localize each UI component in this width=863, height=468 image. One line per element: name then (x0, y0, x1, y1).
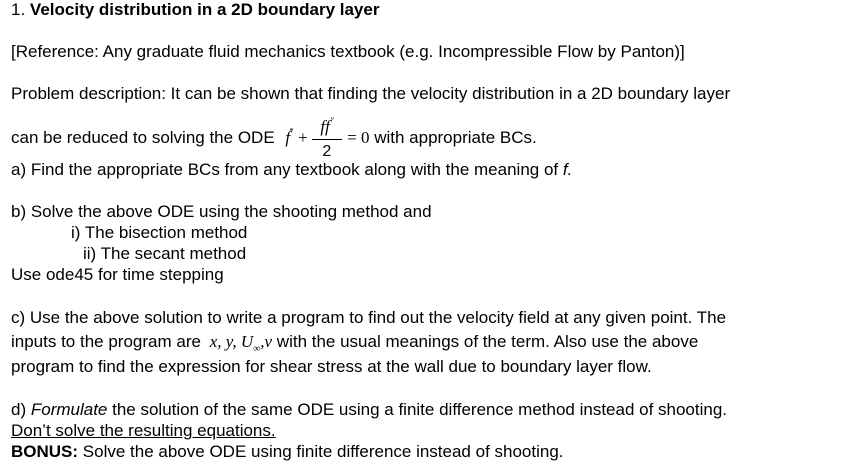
bonus-line (11, 442, 564, 462)
ode-fraction-bar (312, 139, 342, 140)
part-c-line-3: program to find the expression for shear stress at the wall due to boundary layer flow. (11, 357, 652, 376)
part-b-stepping (11, 265, 224, 285)
part-d-label: d) (11, 400, 27, 419)
description-suffix: with appropriate BCs. (374, 128, 537, 147)
part-a (11, 160, 572, 180)
part-c-vars: x, y, U (209, 332, 254, 351)
bonus-text: Solve the above ODE using finite difference instead of shooting. (82, 442, 564, 461)
part-b-text: b) Solve the above ODE using the shooting method and (11, 202, 432, 221)
part-b-method-2: ii) The secant method (83, 244, 247, 263)
part-c-vars-end: ,ν (260, 332, 273, 351)
part-d-note: Don’t solve the resulting equations. (11, 421, 276, 440)
problem-number: 1. (11, 0, 26, 19)
problem-heading (11, 0, 379, 20)
part-b-method-1: i) The bisection method (71, 223, 248, 242)
ode-equals: = 0 (347, 128, 370, 147)
reference-line: [Reference: Any graduate fluid mechanics textbook (e.g. Incompressible Flow by Panton)] (11, 42, 685, 61)
part-d (11, 400, 727, 420)
description-line-2 (11, 115, 537, 160)
ode-fraction (312, 115, 342, 160)
part-d-text: the solution of the same ODE using a finite difference method instead of shooting. (112, 400, 728, 419)
stepping-suffix: for time stepping (97, 265, 224, 284)
bonus-label: BONUS: (11, 442, 79, 461)
stepping-prefix: Use ode (11, 265, 75, 284)
ode-f-prime-marks: ‴ (290, 127, 294, 137)
part-a-text: a) Find the appropriate BCs from any textbook along with the meaning of (11, 160, 559, 179)
stepping-code: 45 (74, 265, 94, 284)
part-c-suffix: with the usual meanings of the term. Also use the above (276, 332, 699, 351)
description-prefix: can be reduced to solving the ODE (11, 128, 275, 147)
problem-title: Velocity distribution in a 2D boundary layer (29, 0, 380, 19)
ode-f: f (285, 128, 291, 147)
part-a-var: f. (562, 160, 573, 179)
ode-denominator: 2 (322, 142, 332, 160)
part-c-vars-sub: ∞ (253, 343, 261, 355)
part-c-line-2 (11, 332, 698, 359)
part-c-line-1: c) Use the above solution to write a program to find out the velocity field at any given point. The (11, 308, 727, 327)
ode-plus: + (298, 128, 308, 147)
ode-numerator: ff″ (320, 115, 334, 136)
part-c-prefix: inputs to the program are (11, 332, 201, 351)
description-line-1: Problem description: It can be shown that finding the velocity distribution in a 2D boundary layer (11, 84, 731, 103)
part-d-emph: Formulate (30, 400, 108, 419)
